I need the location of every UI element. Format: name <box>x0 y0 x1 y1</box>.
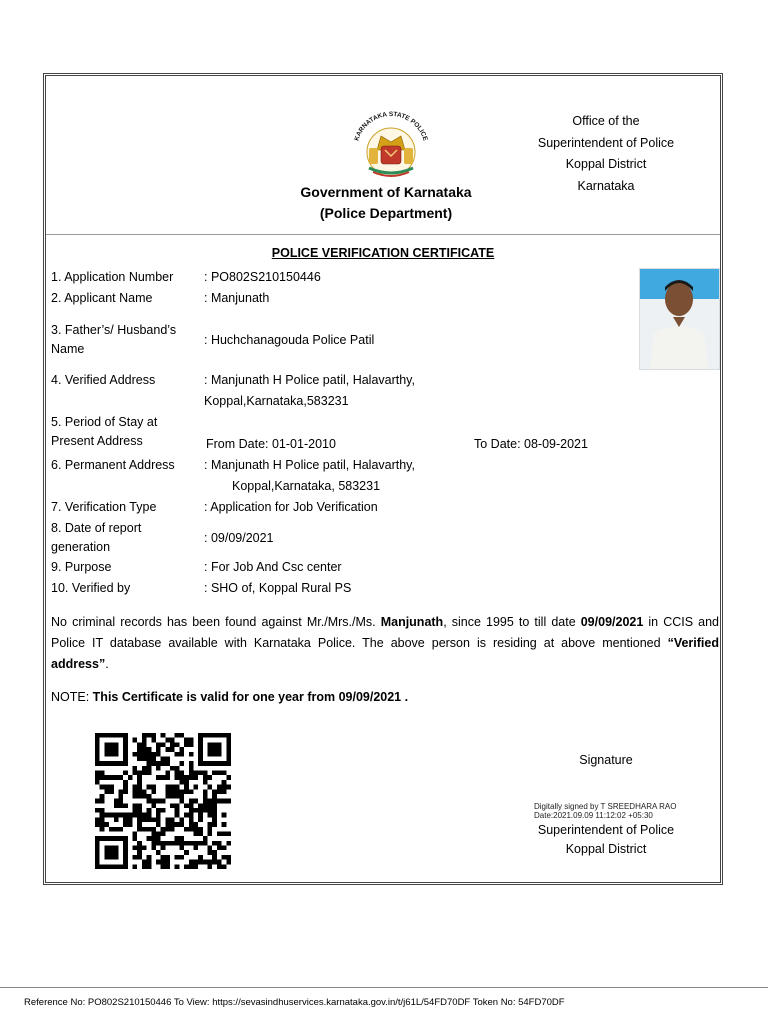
address-line: Koppal,Karnataka,583231 <box>204 394 349 408</box>
field-label: 9. Purpose <box>51 560 112 574</box>
field-label: 10. Verified by <box>51 581 131 595</box>
office-line: Karnataka <box>577 178 635 193</box>
field-label: 8. Date of report generation <box>51 521 142 554</box>
field-value <box>204 455 614 497</box>
validity-note <box>51 690 719 704</box>
header-divider <box>46 234 720 235</box>
department-name: (Police Department) <box>319 205 453 221</box>
statement-verified-address: “Verified address” <box>51 636 719 671</box>
statement-text: , since 1995 to till date <box>443 615 581 629</box>
field-value: : SHO of, Koppal Rural PS <box>204 581 352 595</box>
signatory-title <box>531 821 681 859</box>
digital-sign-date: Date:2021.09.09 11:12:02 +05:30 <box>534 811 653 820</box>
field-value: : 09/09/2021 <box>204 531 274 545</box>
office-line: Office of the <box>572 114 640 128</box>
signatory-designation: Superintendent of Police <box>537 823 675 837</box>
footer-reference: Reference No: PO802S210150446 To View: https://sevasindhuservices.karnataka.gov.in/t/j61L/54FD70DF Token No: 54FD70DF <box>24 997 565 1008</box>
field-label: 1. Application Number <box>51 270 174 284</box>
karnataka-police-emblem-icon <box>343 106 439 186</box>
office-line: Superintendent of Police <box>537 135 675 150</box>
address-line: Koppal,Karnataka, 583231 <box>232 479 381 493</box>
field-value: : For Job And Csc center <box>204 560 342 574</box>
signatory-district: Koppal District <box>565 842 647 856</box>
field-label: 2. Applicant Name <box>51 291 153 305</box>
from-date: From Date: 01-01-2010 <box>206 437 336 451</box>
office-line: Koppal District <box>565 157 647 171</box>
certificate-frame <box>43 73 723 885</box>
field-label: 4. Verified Address <box>51 373 156 387</box>
field-value: : Application for Job Verification <box>204 500 378 514</box>
emblem-arc-text: KARNATAKA STATE POLICE <box>353 111 429 142</box>
note-text: This Certificate is valid for one year from 09/09/2021 . <box>92 690 409 704</box>
signature-label: Signature <box>579 753 633 767</box>
field-label: 3. Father’s/ Husband’s Name <box>51 323 177 356</box>
field-label: 6. Permanent Address <box>51 458 175 472</box>
to-date: To Date: 08-09-2021 <box>474 437 588 451</box>
field-value: : Manjunath <box>204 291 270 305</box>
statement-text: . <box>105 657 109 671</box>
field-value <box>204 370 614 412</box>
office-address <box>531 111 681 197</box>
digital-signature-stamp <box>534 802 714 820</box>
certificate-title: POLICE VERIFICATION CERTIFICATE <box>271 246 495 260</box>
address-line: : Manjunath H Police patil, Halavarthy, <box>204 373 415 387</box>
footer-divider <box>0 987 768 988</box>
field-label: 5. Period of Stay at Present Address <box>51 415 158 448</box>
statement-text: No criminal records has been found against Mr./Mrs./Ms. <box>51 615 381 629</box>
field-value: : PO802S210150446 <box>204 270 321 284</box>
note-prefix: NOTE: <box>51 690 93 704</box>
field-label: 7. Verification Type <box>51 500 157 514</box>
applicant-photo <box>639 268 720 370</box>
no-criminal-record-statement <box>51 612 719 675</box>
address-line: : Manjunath H Police patil, Halavarthy, <box>204 458 415 472</box>
government-name: Government of Karnataka <box>300 184 472 200</box>
statement-applicant-name: Manjunath <box>380 615 444 629</box>
statement-date: 09/09/2021 <box>580 615 644 629</box>
digital-signer: Digitally signed by T SREEDHARA RAO <box>534 802 677 811</box>
government-heading <box>266 182 506 224</box>
qr-code <box>95 733 231 869</box>
field-value: : Huchchanagouda Police Patil <box>204 333 375 347</box>
statement-text: in CCIS and Police IT database available with Karnataka Police. The above person is residing at above mentioned <box>51 615 720 650</box>
